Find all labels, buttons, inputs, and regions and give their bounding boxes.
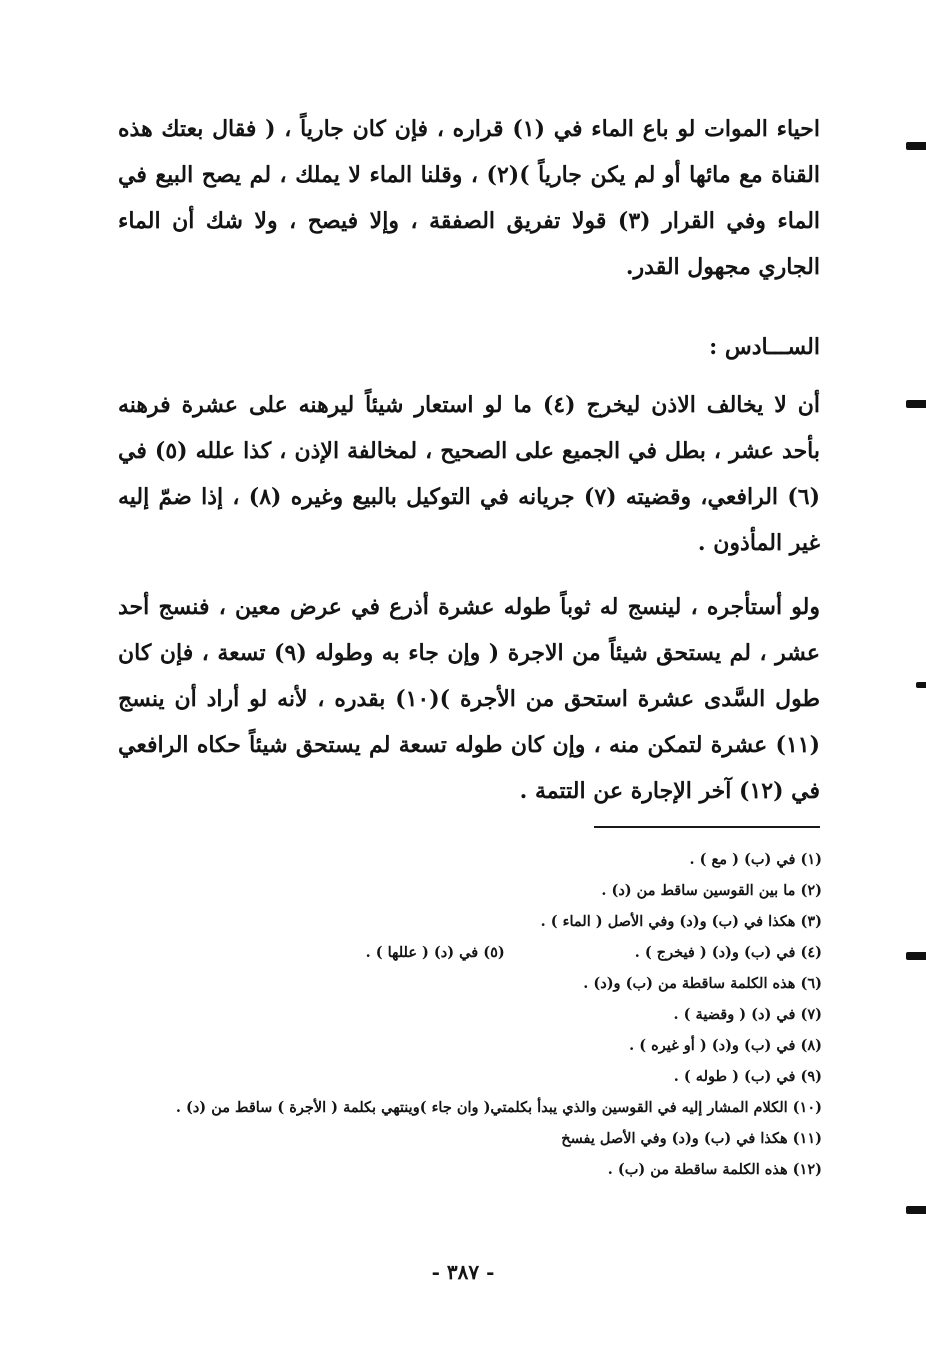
scan-edge-mark — [916, 682, 926, 688]
paragraph-1: احياء الموات لو باع الماء في (١) قراره ، فإن كان جارياً ، ( فقال بعتك هذه القناة مع مائها أو لم يكن جارياً )(٢) ، وقلنا الماء لا يملك ، لم يصح البيع في الماء وفي القرار (٣) قولا تفريق الصفقة ، وإلا فيصح ، ولا شك أن الماء الجاري مجهول القدر. — [118, 116, 821, 280]
footnote-6: (٦) هذه الكلمة ساقطة من (ب) و(د) . — [583, 975, 822, 992]
footnote-2: (٢) ما بين القوسين ساقط من (د) . — [601, 882, 822, 899]
footnote-separator — [594, 826, 820, 828]
paragraph-3: ولو أستأجره ، لينسج له ثوباً طوله عشرة أذرع في عرض معين ، فنسج أحد عشر ، لم يستحق شيئاً من الاجرة ( وإن جاء به وطوله (٩) تسعة ، فإن كان طول السَّدى عشرة استحق من الأجرة )(١٠) بقدره ، لأنه لو أراد أن ينسج (١١) عشرة لتمكن منه ، وإن كان طوله تسعة لم يستحق شيئاً حكاه الرافعي في (١٢) آخر الإجارة عن التتمة . — [118, 594, 821, 804]
footnote-5: (٥) في (د) ( عللها ) . — [365, 944, 505, 961]
footnote-11: (١١) هكذا في (ب) و(د) وفي الأصل يفسخ — [561, 1130, 822, 1147]
footnote-12: (١٢) هذه الكلمة ساقطة من (ب) . — [607, 1161, 822, 1178]
scan-edge-mark — [906, 400, 926, 408]
paragraph-2: أن لا يخالف الاذن ليخرج (٤) ما لو استعار شيئاً ليرهنه على عشرة فرهنه بأحد عشر ، بطل في الجميع على الصحيح ، لمخالفة الإذن ، كذا علله (٥) في (٦) الرافعي، وقضيته (٧) جريانه في التوكيل بالبيع وغيره (٨) ، إذا ضمّ إليه غير المأذون . — [118, 392, 820, 556]
footnote-3: (٣) هكذا في (ب) و(د) وفي الأصل ( الماء ) . — [540, 913, 822, 930]
page-number: - ٣٨٧ - — [431, 1260, 495, 1284]
footnote-9: (٩) في (ب) ( طوله ) . — [673, 1068, 822, 1085]
footnote-4: (٤) في (ب) و(د) ( فيخرج ) . — [634, 944, 822, 961]
scan-edge-mark — [906, 142, 926, 150]
footnote-1: (١) في (ب) ( مع ) . — [689, 851, 822, 868]
scan-edge-mark — [906, 952, 926, 960]
footnote-10: (١٠) الكلام المشار إليه في القوسين والذي يبدأ بكلمتي( وان جاء )وينتهي بكلمة ( الأجرة ) ساقط من (د) . — [175, 1099, 822, 1116]
footnotes — [118, 844, 822, 1185]
footnote-row-4-5 — [118, 937, 822, 968]
section-heading: الســـادس : — [709, 334, 820, 360]
footnote-7: (٧) في (د) ( وقضية ) . — [673, 1006, 822, 1023]
scan-edge-mark — [906, 1206, 926, 1214]
footnote-8: (٨) في (ب) و(د) ( أو غيره ) . — [629, 1037, 822, 1054]
